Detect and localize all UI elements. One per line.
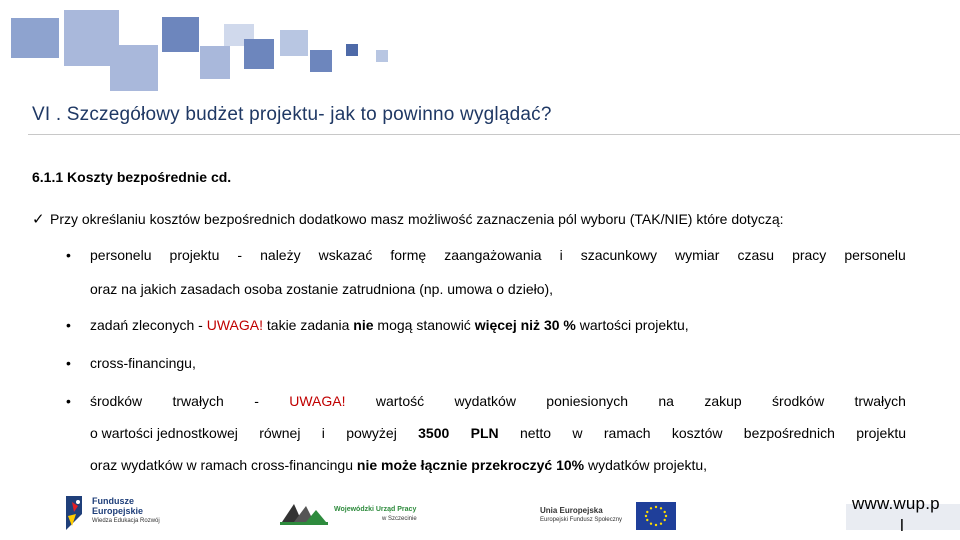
page-title: VI . Szczegółowy budżet projektu- jak to powinno wyglądać? [32,104,552,125]
deco-square [110,45,158,91]
website-url-tail: l [900,516,904,535]
list-item-srodki-line2: o wartości jednostkowej równej i powyżej 3500 PLN netto w ramach kosztów bezpośrednich projektu [90,425,906,441]
eu-flag-icon [636,502,676,530]
deco-square [244,39,274,69]
bullet-icon: • [66,247,71,263]
warning-label: UWAGA! [289,393,346,409]
warning-label: UWAGA! [206,317,263,333]
section-subtitle: 6.1.1 Koszty bezpośrednie cd. [32,169,232,185]
list-item-personel-line1: personelu projektu - należy wskazać formę zaangażowania i szacunkowy wymiar czasu pracy personelu [90,247,906,263]
list-item-srodki-line3: oraz wydatków w ramach cross-financingu nie może łącznie przekroczyć 10% wydatków projektu, [90,457,708,473]
intro-paragraph [32,210,784,228]
intro-text: Przy określaniu kosztów bezpośrednich dodatkowo masz możliwość zaznaczenia pól wyboru (TAK/NIE) które dotyczą: [50,211,784,227]
bullet-icon: • [66,393,71,409]
deco-square [310,50,332,72]
list-item-srodki-line1: środków trwałych - UWAGA! wartość wydatków poniesionych na zakup środków trwałych [90,393,906,409]
deco-square [200,46,230,79]
fundusze-europejskie-logo [66,494,176,534]
wup-emblem-icon [280,500,330,526]
unia-europejska-logo: Unia Europejska Europejski Fundusz Społeczny [540,502,676,532]
deco-square [162,17,199,52]
bullet-icon: • [66,355,71,371]
bullet-icon: • [66,317,71,333]
list-item-cross-financing: cross-financingu, [90,355,196,371]
title-divider [28,134,960,135]
deco-square [11,18,59,58]
list-item-zadania: zadań zleconych - UWAGA! takie zadania nie mogą stanowić więcej niż 30 % wartości projektu, [90,317,689,333]
deco-square [280,30,308,56]
deco-square [346,44,358,56]
checkmark-icon: ✓ [32,211,45,228]
list-item-personel-line2: oraz na jakich zasadach osoba zostanie zatrudniona (np. umowa o dzieło), [90,281,554,297]
wup-logo: Wojewódzki Urząd Pracy w Szczecinie [280,500,430,530]
fe-star-icon [66,496,90,532]
fe-logo-text: Fundusze Europejskie Wiedza Edukacja Rozwój [92,496,160,524]
deco-square [376,50,388,62]
website-url[interactable]: www.wup.p [852,494,940,513]
